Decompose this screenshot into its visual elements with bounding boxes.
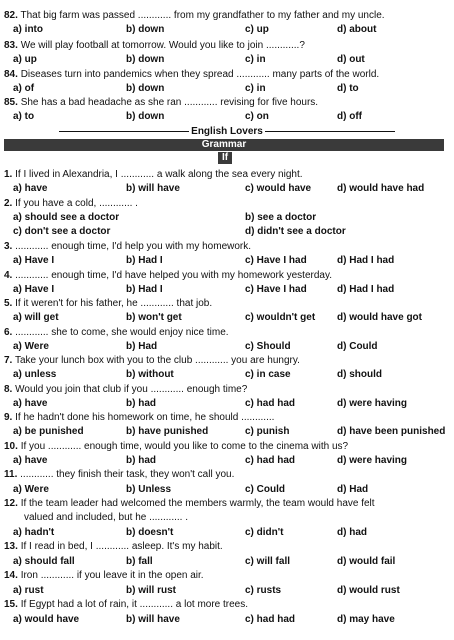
- question-13: 13. If I read in bed, I ............ asleep. It's my habit.: [4, 541, 223, 552]
- question-11: 11. ............ they finish their task, they won't call you.: [4, 469, 235, 480]
- option-d[interactable]: d) would have had: [337, 183, 425, 194]
- option-a[interactable]: a) would have: [13, 614, 80, 625]
- option-b[interactable]: b) will have: [126, 614, 180, 625]
- question-1: 1. If I lived in Alexandria, I ............ a walk along the sea every night.: [4, 169, 303, 180]
- option-c[interactable]: c) will fall: [245, 556, 291, 567]
- options-15: [0, 614, 454, 626]
- divider: [265, 131, 395, 132]
- option-d[interactable]: d) would fail: [337, 556, 396, 567]
- question-10: 10. If you ............ enough time, would you like to come to the cinema with us?: [4, 441, 349, 452]
- question-85: 85. She has a bad headache as she ran ............ revising for five hours.: [4, 97, 319, 108]
- option-d[interactable]: d) have been punished: [337, 426, 446, 437]
- option-b[interactable]: b) fall: [126, 556, 153, 567]
- option-b[interactable]: b) had: [126, 455, 156, 466]
- options-14: [0, 585, 454, 597]
- topic-title: If: [218, 152, 232, 164]
- option-a[interactable]: a) of: [13, 83, 35, 94]
- option-b[interactable]: b) down: [126, 83, 165, 94]
- question-5: 5. If it weren't for his father, he ............ that job.: [4, 298, 213, 309]
- option-d[interactable]: d) Had I had: [337, 284, 395, 295]
- option-c[interactable]: c) would have: [245, 183, 312, 194]
- option-b[interactable]: b) Unless: [126, 484, 172, 495]
- option-a[interactable]: a) have: [13, 398, 48, 409]
- option-b[interactable]: b) Had I: [126, 284, 163, 295]
- option-b[interactable]: b) Had: [126, 341, 158, 352]
- option-b[interactable]: b) will rust: [126, 585, 176, 596]
- option-d[interactable]: d) may have: [337, 614, 395, 625]
- option-a[interactable]: a) should fall: [13, 556, 75, 567]
- options-11: [0, 484, 454, 496]
- question-12-continued: valued and included, but he ............ .: [24, 512, 188, 523]
- option-c[interactable]: c) punish: [245, 426, 290, 437]
- option-b[interactable]: b) see a doctor: [245, 212, 317, 223]
- option-a[interactable]: a) should see a doctor: [13, 212, 120, 223]
- options-2-row2: [0, 226, 454, 238]
- divider: [59, 131, 189, 132]
- option-b[interactable]: b) down: [126, 24, 165, 35]
- option-b[interactable]: b) Had I: [126, 255, 163, 266]
- option-d[interactable]: d) Could: [337, 341, 378, 352]
- options-85: [0, 111, 454, 123]
- option-a[interactable]: a) Have I: [13, 255, 55, 266]
- options-3: [0, 255, 454, 267]
- options-5: [0, 312, 454, 324]
- option-c[interactable]: c) don't see a doctor: [13, 226, 111, 237]
- question-84: 84. Diseases turn into pandemics when they spread ............ many parts of the world.: [4, 69, 380, 80]
- option-c[interactable]: c) in case: [245, 369, 291, 380]
- option-d[interactable]: d) didn't see a doctor: [245, 226, 346, 237]
- option-d[interactable]: d) were having: [337, 455, 408, 466]
- option-c[interactable]: c) didn't: [245, 527, 284, 538]
- option-b[interactable]: b) have punished: [126, 426, 209, 437]
- options-1: [0, 183, 454, 195]
- options-2-row1: [0, 212, 454, 224]
- option-d[interactable]: d) Had: [337, 484, 369, 495]
- question-6: 6. ............ she to come, she would enjoy nice time.: [4, 327, 229, 338]
- section-title: Grammar: [4, 139, 444, 151]
- option-c[interactable]: c) rusts: [245, 585, 282, 596]
- option-c[interactable]: c) Have I had: [245, 255, 307, 266]
- options-12: [0, 527, 454, 539]
- option-a[interactable]: a) have: [13, 455, 48, 466]
- option-d[interactable]: d) should: [337, 369, 382, 380]
- option-b[interactable]: b) without: [126, 369, 174, 380]
- question-14: 14. Iron ............ if you leave it in the open air.: [4, 570, 204, 581]
- option-d[interactable]: d) would have got: [337, 312, 422, 323]
- option-a[interactable]: a) have: [13, 183, 48, 194]
- option-a[interactable]: a) unless: [13, 369, 57, 380]
- option-a[interactable]: a) hadn't: [13, 527, 55, 538]
- option-c[interactable]: c) Should: [245, 341, 291, 352]
- options-82: [0, 24, 454, 36]
- brand-banner: [0, 126, 454, 138]
- option-a[interactable]: a) rust: [13, 585, 44, 596]
- option-d[interactable]: d) had: [337, 527, 367, 538]
- question-8: 8. Would you join that club if you ............ enough time?: [4, 384, 248, 395]
- option-a[interactable]: a) up: [13, 54, 37, 65]
- options-4: [0, 284, 454, 296]
- option-c[interactable]: c) Could: [245, 484, 285, 495]
- option-d[interactable]: d) out: [337, 54, 365, 65]
- option-a[interactable]: a) Were: [13, 484, 49, 495]
- options-9: [0, 426, 454, 438]
- option-c[interactable]: c) had had: [245, 455, 296, 466]
- options-83: [0, 54, 454, 66]
- options-84: [0, 83, 454, 95]
- options-8: [0, 398, 454, 410]
- question-82: 82. That big farm was passed ............ from my grandfather to my father and my uncle.: [4, 10, 385, 21]
- question-12: 12. If the team leader had welcomed the members warmly, the team would have felt: [4, 498, 375, 509]
- option-d[interactable]: d) Had I had: [337, 255, 395, 266]
- option-c[interactable]: c) had had: [245, 614, 296, 625]
- option-b[interactable]: b) doesn't: [126, 527, 174, 538]
- option-b[interactable]: b) won't get: [126, 312, 182, 323]
- question-4: 4. ............ enough time, I'd have helped you with my homework yesterday.: [4, 270, 333, 281]
- option-c[interactable]: c) up: [245, 24, 269, 35]
- option-a[interactable]: a) into: [13, 24, 43, 35]
- options-13: [0, 556, 454, 568]
- option-b[interactable]: b) will have: [126, 183, 180, 194]
- option-a[interactable]: a) Have I: [13, 284, 55, 295]
- option-a[interactable]: a) Were: [13, 341, 49, 352]
- option-c[interactable]: c) in: [245, 54, 266, 65]
- option-b[interactable]: b) down: [126, 111, 165, 122]
- option-d[interactable]: d) were having: [337, 398, 408, 409]
- option-d[interactable]: d) about: [337, 24, 377, 35]
- option-c[interactable]: c) had had: [245, 398, 296, 409]
- option-d[interactable]: d) would rust: [337, 585, 400, 596]
- option-a[interactable]: a) to: [13, 111, 35, 122]
- question-15: 15. If Egypt had a lot of rain, it ............ a lot more trees.: [4, 599, 249, 610]
- question-9: 9. If he hadn't done his homework on time, he should ............: [4, 412, 275, 423]
- option-b[interactable]: b) down: [126, 54, 165, 65]
- options-7: [0, 369, 454, 381]
- options-6: [0, 341, 454, 353]
- options-10: [0, 455, 454, 467]
- option-b[interactable]: b) had: [126, 398, 156, 409]
- option-c[interactable]: c) Have I had: [245, 284, 307, 295]
- question-7: 7. Take your lunch box with you to the club ............ you are hungry.: [4, 355, 300, 366]
- option-d[interactable]: d) off: [337, 111, 362, 122]
- option-d[interactable]: d) to: [337, 83, 359, 94]
- question-2: 2. If you have a cold, ............ .: [4, 198, 138, 209]
- question-3: 3. ............ enough time, I'd help you with my homework.: [4, 241, 252, 252]
- option-a[interactable]: a) will get: [13, 312, 59, 323]
- option-c[interactable]: c) in: [245, 83, 266, 94]
- option-a[interactable]: a) be punished: [13, 426, 84, 437]
- option-c[interactable]: c) on: [245, 111, 269, 122]
- brand-title: English Lovers: [191, 126, 263, 137]
- question-83: 83. We will play football at tomorrow. Would you like to join ............?: [4, 40, 305, 51]
- option-c[interactable]: c) wouldn't get: [245, 312, 316, 323]
